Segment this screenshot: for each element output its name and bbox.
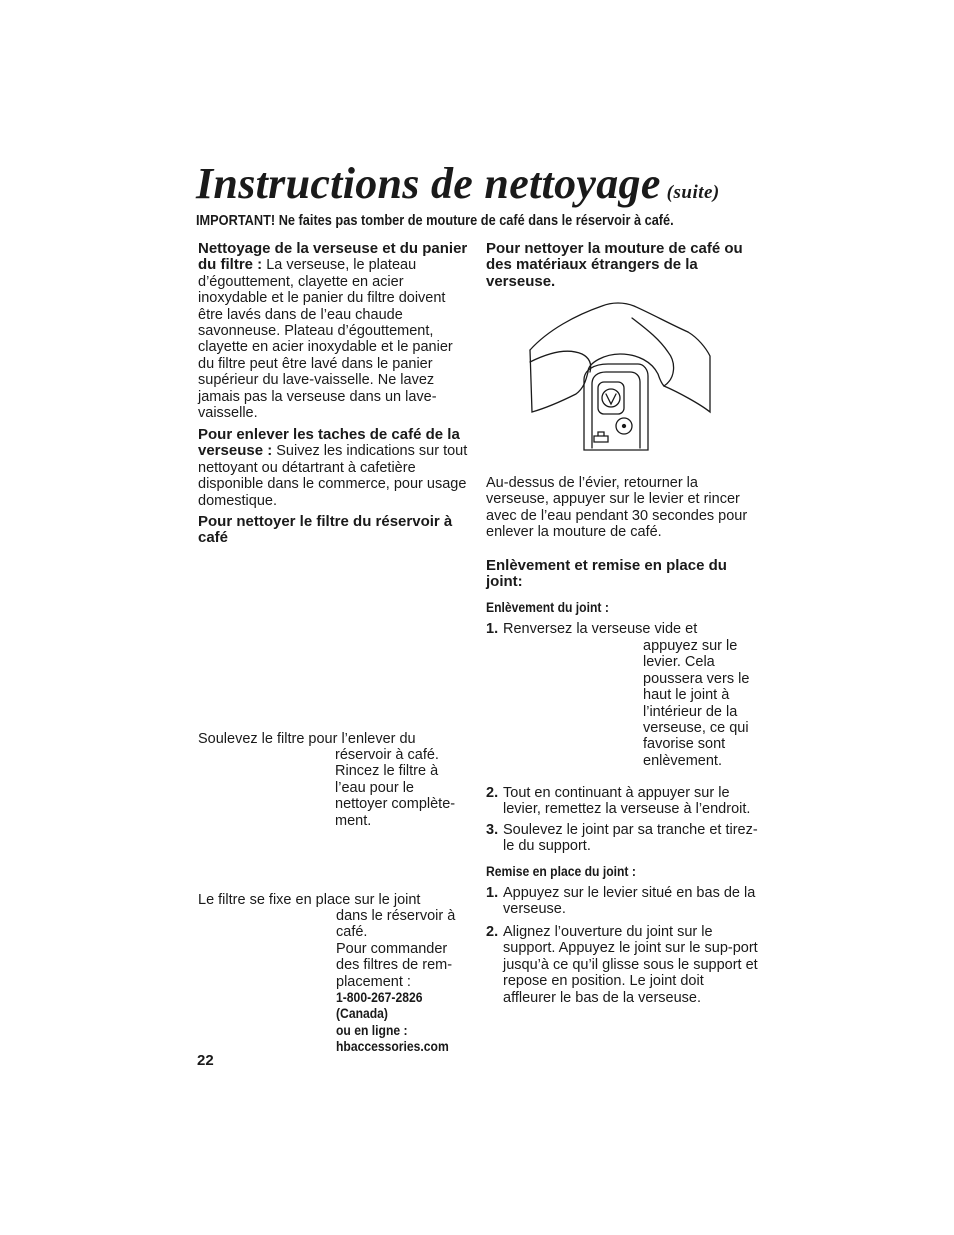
removal-step-2 <box>486 785 758 818</box>
page-number: 22 <box>197 1052 214 1069</box>
website-link[interactable]: hbaccessories.com <box>336 1039 449 1055</box>
replace-step-1-text: Appuyez sur le levier situé en bas de la verseuse. <box>503 885 756 918</box>
step-number: 2. <box>486 924 499 940</box>
right-section-grounds <box>486 241 758 290</box>
left-section-filter <box>198 514 470 547</box>
filter-fix-line1: Le filtre se fixe en place sur le joint <box>198 892 421 908</box>
phone-number: 1-800-267-2826 <box>336 990 423 1006</box>
removal-heading-text: Enlèvement du joint : <box>486 600 609 615</box>
page-title <box>196 158 720 219</box>
pot-cleaning-heading: Nettoyage de la verseuse et du panier du filtre : <box>198 240 468 274</box>
gasket-heading <box>486 558 758 591</box>
removal-heading <box>486 600 758 616</box>
filter-heading: Pour nettoyer le filtre du réservoir à café <box>198 513 453 547</box>
gasket-heading-text: Enlèvement et remise en place du joint: <box>486 557 727 591</box>
online-label: ou en ligne : <box>336 1022 408 1038</box>
left-section-pot <box>198 241 470 421</box>
step-number: 3. <box>486 822 499 838</box>
filter-order-block <box>336 908 466 1056</box>
order-text: Pour commander des filtres de rem-placement : <box>336 940 453 990</box>
filter-lift-line1: Soulevez le filtre pour l’enlever du <box>198 731 416 747</box>
important-notice: IMPORTANT! Ne faites pas tomber de mouture de café dans le réservoir à café. <box>196 213 674 229</box>
left-section-stains <box>198 427 470 509</box>
title-text: Instructions de nettoyage <box>196 159 661 208</box>
filter-fix-line2: dans le réservoir à café. <box>336 908 456 941</box>
carafe-lever-illustration <box>528 300 712 460</box>
replace-heading-text: Remise en place du joint : <box>486 864 636 879</box>
step-number: 1. <box>486 885 499 901</box>
phone-region: (Canada) <box>336 1006 388 1022</box>
replace-step-1 <box>486 885 758 918</box>
removal-step-1a: Renversez la verseuse vide et <box>503 621 698 637</box>
filter-lift-line2: réservoir à café. Rincez le filtre à l’eau pour le nettoyer complète-ment. <box>335 747 456 829</box>
removal-step-2-text: Tout en continuant à appuyer sur le levier, remettez la verseuse à l’endroit. <box>503 785 751 818</box>
removal-step-1-line2: appuyez sur le levier. Cela poussera vers le haut le joint à l’intérieur de la verseuse, ce qui favorise sont enlèvement. <box>643 638 750 769</box>
title-suffix: (suite) <box>666 182 720 203</box>
replace-step-2-text: Alignez l’ouverture du joint sur le support. Appuyez le joint sur le sup-port jusqu’à ce qu’il glisse sous le support et repose en position. Le joint doit affleurer le bas de la verseuse. <box>503 924 758 1006</box>
step-number: 2. <box>486 785 499 801</box>
grounds-heading: Pour nettoyer la mouture de café ou des matériaux étrangers de la verseuse. <box>486 240 743 290</box>
removal-step-3-text: Soulevez le joint par sa tranche et tirez-le du support. <box>503 822 758 855</box>
stains-heading: Pour enlever les taches de café de la verseuse : <box>198 426 460 460</box>
removal-step-1-line1 <box>486 621 758 637</box>
replace-step-2 <box>486 924 758 1006</box>
pot-cleaning-body: La verseuse, le plateau d’égouttement, clayette en acier inoxydable et le panier du filtre doivent être lavés dans de l’eau chaude savonneuse. Plateau d’égouttement, clayette en acier inoxydable et le panier du filtre peut être lavé dans le panier supérieur du lave-vaisselle. Ne lavez jamais pas la verseuse dans un lave-vaisselle. <box>198 257 453 422</box>
stains-body: Suivez les indications sur tout nettoyant ou détartrant à cafetière disponible dans le commerce, pour usage domestique. <box>198 443 468 509</box>
grounds-body: Au-dessus de l’évier, retourner la verseuse, appuyer sur le levier et rincer avec de l’eau pendant 30 secondes pour enlever la mouture de café. <box>486 475 748 541</box>
removal-step-3 <box>486 822 758 855</box>
step-number: 1. <box>486 621 499 637</box>
replace-heading <box>486 864 758 880</box>
